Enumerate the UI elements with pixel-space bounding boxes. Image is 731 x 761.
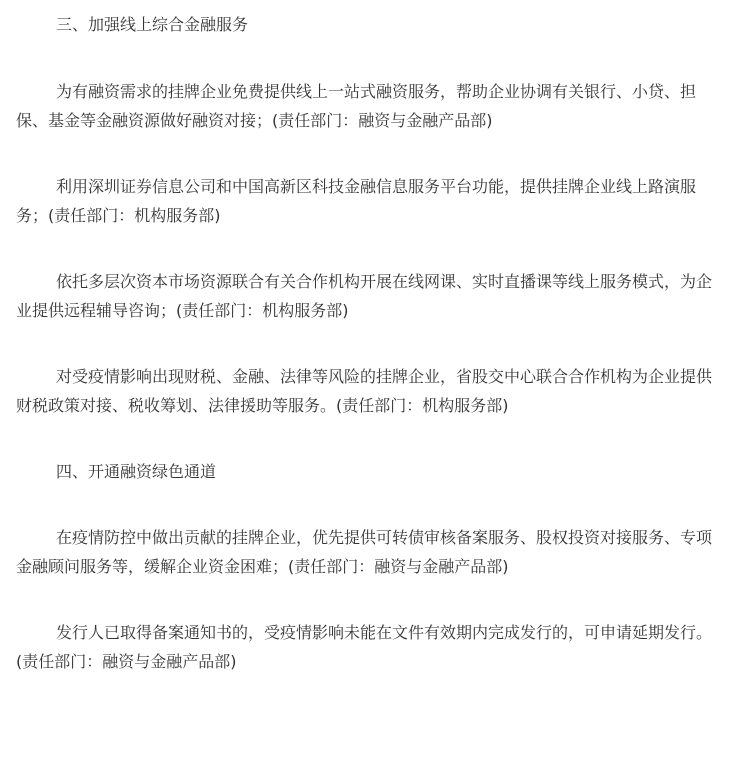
paragraph: 在疫情防控中做出贡献的挂牌企业，优先提供可转债审核备案服务、股权投资对接服务、专项金融顾问服务等，缓解企业资金困难；(责任部门：融资与金融产品部) [16, 528, 713, 576]
section-4-heading: 四、开通融资绿色通道 [56, 462, 217, 481]
section-3-heading: 三、加强线上综合金融服务 [56, 15, 249, 34]
paragraph: 利用深圳证券信息公司和中国高新区科技金融信息服务平台功能，提供挂牌企业线上路演服务；(责任部门：机构服务部) [16, 177, 697, 225]
paragraph: 为有融资需求的挂牌企业免费提供线上一站式融资服务，帮助企业协调有关银行、小贷、担保、基金等金融资源做好融资对接；(责任部门：融资与金融产品部) [16, 82, 697, 130]
paragraph: 依托多层次资本市场资源联合有关合作机构开展在线网课、实时直播课等线上服务模式，为企业提供远程辅导咨询；(责任部门：机构服务部) [16, 272, 713, 320]
paragraph: 发行人已取得备案通知书的，受疫情影响未能在文件有效期内完成发行的，可申请延期发行。(责任部门：融资与金融产品部) [16, 623, 713, 671]
paragraph: 对受疫情影响出现财税、金融、法律等风险的挂牌企业，省股交中心联合合作机构为企业提供财税政策对接、税收筹划、法律援助等服务。(责任部门：机构服务部) [16, 367, 713, 415]
